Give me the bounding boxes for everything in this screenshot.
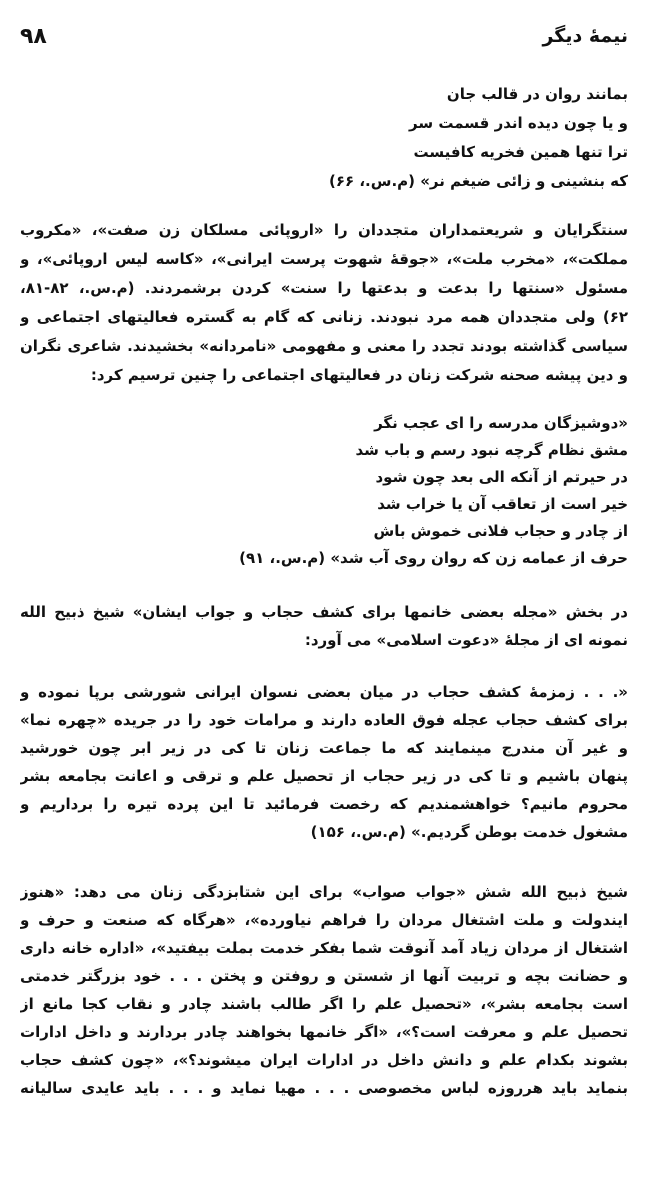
paragraph-line: ایندولت و ملت اشتغال مردان را فراهم نیاورده»، «هرگاه که صنعت و حرف و (20, 911, 628, 929)
paragraph-line: تحصیل علم و معرفت است؟»، «اگر خانمها بخواهند چادر بردارند و داخل ادارات (20, 1023, 628, 1041)
poem-line: که بنشینی و زائی ضیغم نر» (م.س.، ۶۶) (328, 172, 628, 190)
paragraph-line: و حضانت بچه و تربیت آنها از شستن و روفتن و پختن . . . خود بزرگتر خدمتی (20, 967, 628, 985)
paragraph-line: در بخش «مجله بعضی خانمها برای کشف حجاب و جواب ایشان» شیخ ذبیح الله (20, 603, 628, 621)
paragraph-line: مملکت»، «مخرب ملت»، «جوقهٔ شهوت پرست ایرانی»، «کاسه لیس اروپائی»، و (20, 250, 628, 268)
poem-line: حرف از عمامه زن که روان روی آب شد» (م.س.، ۹۱) (239, 549, 628, 567)
paragraph-sheikh-answers (20, 878, 628, 1102)
poem-line: بمانند روان در قالب جان (446, 85, 628, 103)
running-title: نیمهٔ دیگر (542, 25, 628, 47)
poem-line: مشق نظام گرچه نبود رسم و باب شد (355, 441, 628, 459)
paragraph-line: نمونه ای از مجلهٔ «دعوت اسلامی» می آورد: (304, 631, 628, 649)
page-body (20, 80, 628, 1102)
paragraph-line: سنتگرایان و شریعتمداران متجددان را «اروپائی مسلکان زن صفت»، «مکروب (20, 221, 628, 239)
opening-poem (20, 80, 628, 196)
poem-line: خیر است از تعاقب آن یا خراب شد (377, 495, 628, 513)
poem-line: از چادر و حجاب فلانی خموش باش (373, 522, 628, 540)
paragraph-line: بنماید باید هرروزه لباس مخصوصی . . . مهیا نماید و . . . باید عایدی سالیانه (20, 1079, 628, 1097)
quote-line: محروم مانیم؟ خواهشمندیم که رخصت فرمائید تا این پرده تیره را برداریم و (20, 795, 628, 813)
poem-line: در حیرتم از آنکه الی بعد چون شود (375, 468, 628, 486)
paragraph-traditionalists (20, 216, 628, 390)
quote-line: «. . . زمزمهٔ کشف حجاب در میان بعضی نسوان ایرانی شورشی برپا نموده و (20, 683, 628, 701)
block-quote-unveiling (20, 678, 628, 846)
paragraph-line: مسئول «سنتها را بدعت و بدعتها را سنت» کردن برشمردند. (م.س.، ۸۲-۸۱، (20, 279, 628, 297)
paragraph-line: سیاسی گذاشته بودند تجدد را معنی و مفهومی «نامردانه» بخشیدند. شاعری نگران (20, 337, 628, 355)
paragraph-line: اشتغال از مردان زیاد آمد آنوقت شما بفکر خدمت بملت بیفتید»، «اداره خانه داری (20, 939, 628, 957)
paragraph-line: و دین پیشه صحنه شرکت زنان در فعالیتهای اجتماعی را چنین ترسیم کرد: (90, 366, 628, 384)
quote-line: مشغول خدمت بوطن گردیم.» (م.س.، ۱۵۶) (310, 823, 628, 841)
paragraph-journal-intro (20, 598, 628, 654)
poem-line: و یا چون دیده اندر قسمت سر (409, 114, 628, 132)
paragraph-line: است بجامعه بشر»، «تحصیل علم را اگر طالب باشند چادر و نقاب کجا مانع از (20, 995, 628, 1013)
quote-line: پنهان باشیم و تا کی در زیر حجاب از تحصیل علم و ترقی و اعانت بجامعه بشر (20, 767, 628, 785)
poem-line: «دوشیزگان مدرسه را ای عجب نگر (374, 414, 628, 432)
paragraph-line: بشوند بکدام علم و دانش داخل در ادارات ایران میشوند؟»، «چون کشف حجاب (20, 1051, 628, 1069)
page-number: ۹۸ (20, 23, 47, 49)
paragraph-line: شیخ ذبیح الله شش «جواب صواب» برای این شتابزدگی زنان می دهد: «هنوز (20, 883, 628, 901)
poem-line: ترا تنها همین فخریه کافیست (413, 143, 628, 161)
quote-line: برای کشف حجاب عجله فوق العاده دارند و مرامات خود را در جریده «چهره نما» (20, 711, 628, 729)
quote-line: و غیر آن مندرج مینمایند که ما جماعت زنان تا کی در زیر ابر چون خورشید (20, 739, 628, 757)
paragraph-line: ۶۲) ولی متجددان همه مرد نبودند. زنانی که گام به گستره فعالیتهای اجتماعی و (20, 308, 628, 326)
schoolgirls-poem (20, 410, 628, 572)
page-header (20, 20, 628, 52)
